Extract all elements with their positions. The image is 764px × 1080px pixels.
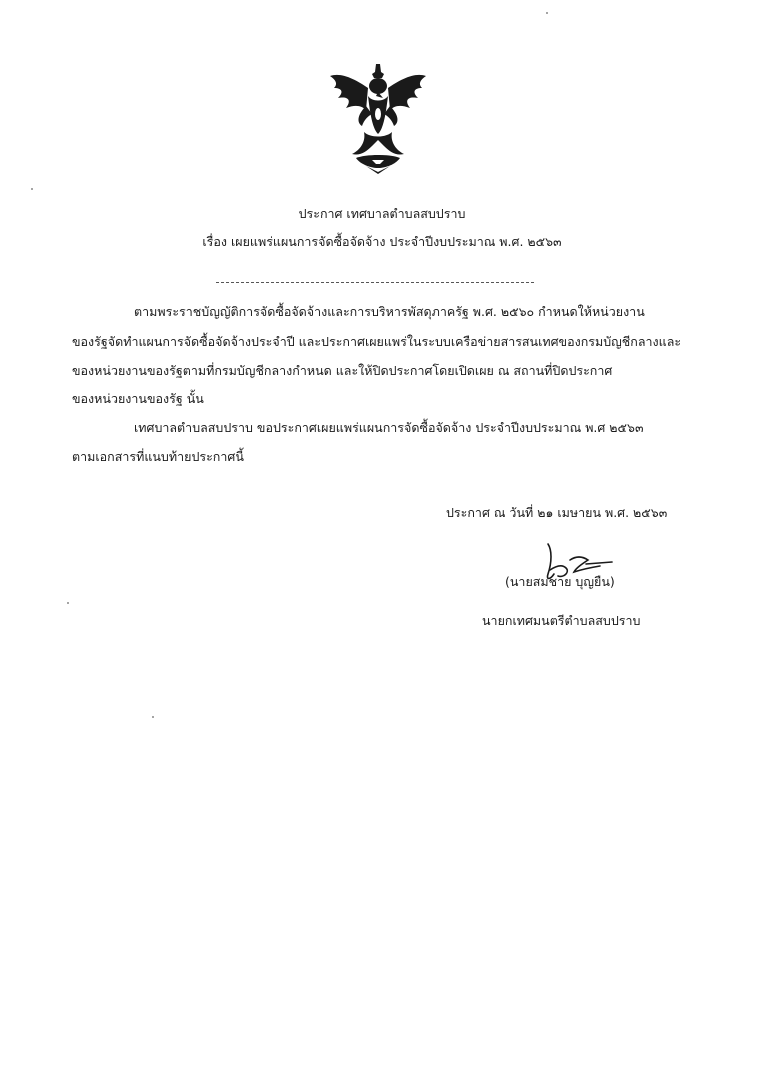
announcement-subject: เรื่อง เผยแพร่แผนการจัดซื้อจัดจ้าง ประจำปีงบประมาณ พ.ศ. ๒๕๖๓ — [202, 234, 562, 249]
scan-speck — [31, 188, 33, 190]
signer-title: นายกเทศมนตรีตำบลสบปราบ — [482, 613, 641, 628]
announcement-date: ประกาศ ณ วันที่ ๒๑ เมษายน พ.ศ. ๒๕๖๓ — [446, 505, 668, 520]
body-line: ของหน่วยงานของรัฐตามที่กรมบัญชีกลางกำหนด และให้ปิดประกาศโดยเปิดเผย ณ สถานที่ปิดประกาศ — [72, 363, 613, 378]
body-line: เทศบาลตำบลสบปราบ ขอประกาศเผยแพร่แผนการจัดซื้อจัดจ้าง ประจำปีงบประมาณ พ.ศ ๒๕๖๓ — [134, 420, 644, 435]
body-line: ตามเอกสารที่แนบท้ายประกาศนี้ — [72, 449, 244, 464]
body-line: ของรัฐจัดทำแผนการจัดซื้อจัดจ้างประจำปี และประกาศเผยแพร่ในระบบเครือข่ายสารสนเทศของกรมบัญชีกลางและ — [72, 334, 682, 349]
scan-speck — [152, 716, 154, 718]
signer-name: (นายสมชาย บุญยืน) — [505, 574, 615, 589]
body-line: ตามพระราชบัญญัติการจัดซื้อจัดจ้างและการบริหารพัสดุภาครัฐ พ.ศ. ๒๕๖๐ กำหนดให้หน่วยงาน — [134, 304, 645, 319]
announcement-title: ประกาศ เทศบาลตำบลสบปราบ — [298, 206, 466, 221]
body-line: ของหน่วยงานของรัฐ นั้น — [72, 391, 204, 406]
garuda-emblem-icon — [326, 62, 430, 174]
divider — [216, 282, 534, 283]
scan-speck — [67, 602, 69, 604]
scan-speck — [546, 12, 548, 14]
